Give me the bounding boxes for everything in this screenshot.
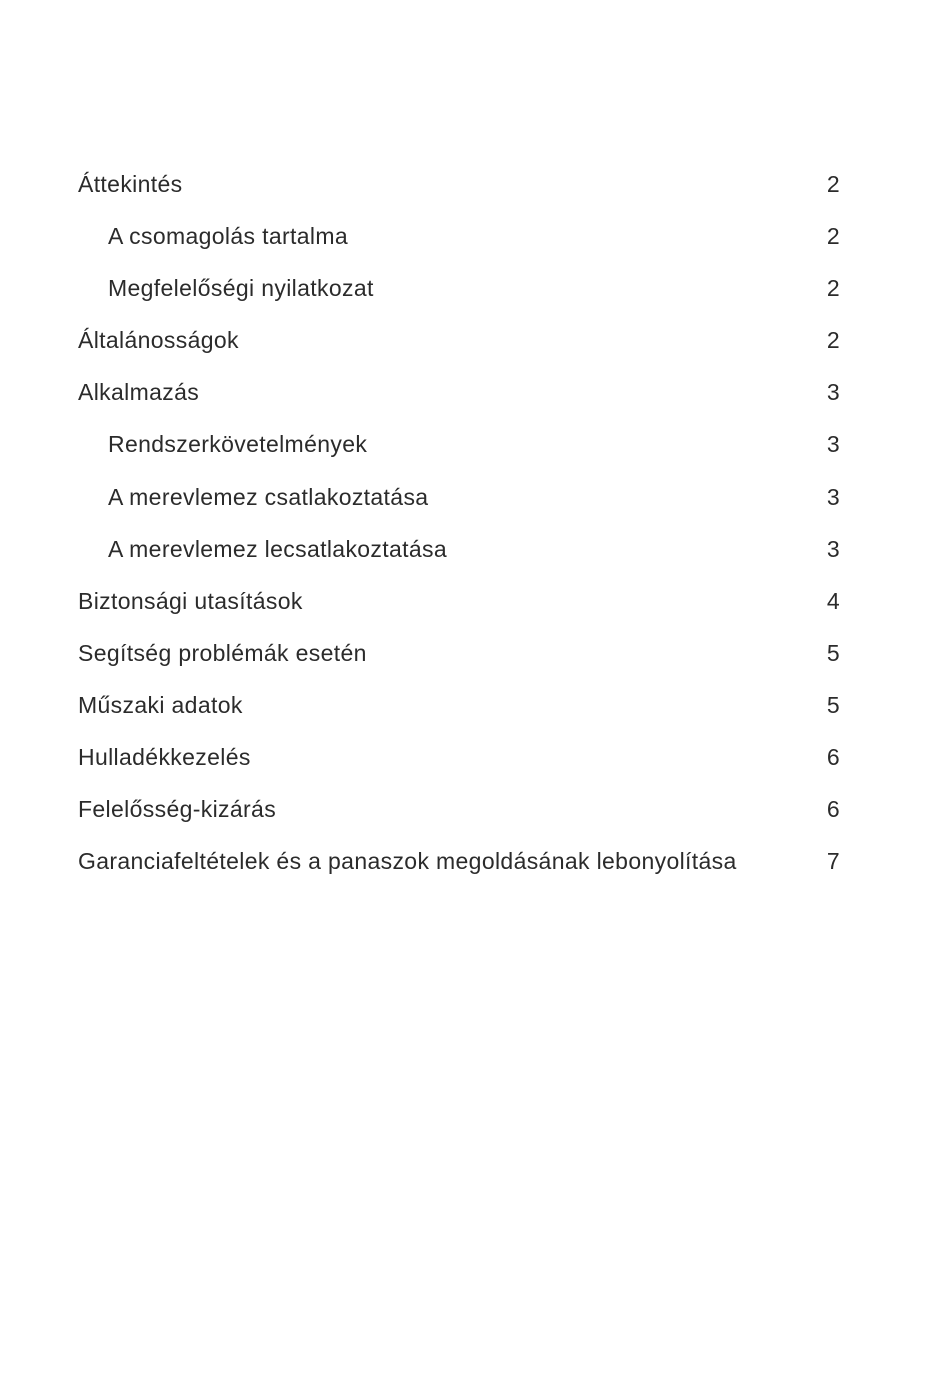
toc-entry-title: A merevlemez lecsatlakoztatása: [108, 535, 448, 562]
toc-entry-title: Segítség problémák esetén: [78, 639, 367, 666]
toc-entry[interactable]: [78, 471, 840, 523]
toc-entry-page: 5: [826, 691, 840, 718]
toc-entry[interactable]: [78, 627, 840, 679]
toc-entry-page: 5: [826, 639, 840, 666]
toc-entry-title: Megfelelőségi nyilatkozat: [108, 275, 374, 302]
toc-entry[interactable]: [78, 575, 840, 627]
toc-entry-title: Alkalmazás: [78, 379, 200, 406]
toc-entry[interactable]: [78, 366, 840, 418]
toc-entry-page: 2: [826, 223, 840, 250]
toc-entry[interactable]: [78, 679, 840, 731]
toc-entry-page: 2: [826, 327, 840, 354]
table-of-contents: [78, 158, 840, 887]
toc-entry[interactable]: [78, 835, 840, 887]
toc-entry-title: Rendszerkövetelmények: [108, 431, 368, 458]
toc-entry-page: 6: [826, 744, 840, 771]
toc-entry[interactable]: [78, 158, 840, 210]
toc-entry[interactable]: [78, 418, 840, 470]
toc-entry-title: Garanciafeltételek és a panaszok megoldásának lebonyolítása: [78, 848, 737, 875]
toc-entry-page: 6: [826, 796, 840, 823]
toc-entry[interactable]: [78, 731, 840, 783]
toc-entry-title: Biztonsági utasítások: [78, 587, 303, 614]
toc-entry-page: 7: [826, 848, 840, 875]
toc-entry[interactable]: [78, 210, 840, 262]
toc-entry-title: Áttekintés: [78, 171, 183, 197]
toc-entry-page: 3: [826, 431, 840, 458]
toc-entry[interactable]: [78, 523, 840, 575]
toc-entry-title: Felelősség-kizárás: [78, 796, 277, 823]
toc-entry-title: A csomagolás tartalma: [108, 223, 349, 250]
toc-entry-page: 3: [826, 535, 840, 562]
toc-entry-page: 4: [826, 587, 840, 614]
toc-entry[interactable]: [78, 262, 840, 314]
toc-entry-title: Általánosságok: [78, 327, 239, 354]
toc-entry[interactable]: [78, 783, 840, 835]
toc-entry-title: Műszaki adatok: [78, 691, 243, 718]
toc-entry-title: A merevlemez csatlakoztatása: [108, 483, 429, 510]
toc-entry-page: 3: [826, 483, 840, 510]
toc-entry[interactable]: [78, 314, 840, 366]
toc-entry-page: 2: [826, 275, 840, 302]
toc-entry-title: Hulladékkezelés: [78, 744, 251, 771]
toc-entry-page: 2: [826, 171, 840, 197]
toc-entry-page: 3: [826, 379, 840, 406]
